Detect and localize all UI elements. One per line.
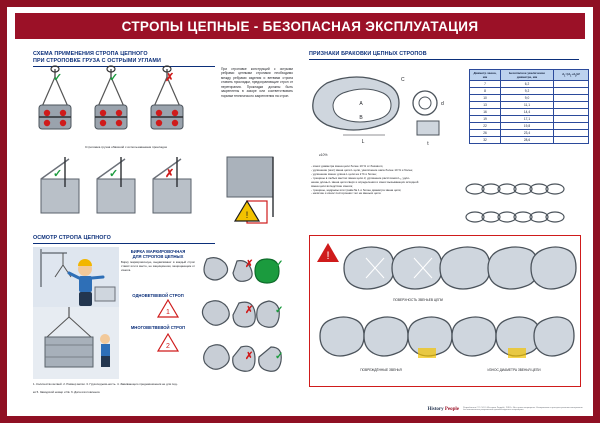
cell-dia: 13 (470, 102, 501, 109)
cell-val: 14,4 (501, 109, 554, 116)
cell-val: 11,1 (501, 102, 554, 109)
tag-1-svg (157, 299, 179, 319)
variant-1-mark-check: ✓ (53, 72, 63, 84)
rejection-figures-panel (309, 235, 581, 387)
criterion-1: - удлинение (шаг) звена цепи L цепи, увеличение шага более 10 % и более; (311, 167, 414, 172)
corner-mark-1-check: ✓ (53, 168, 63, 180)
table-row (470, 88, 589, 95)
criterion-4: нение длины L звена цепи сверх и определения и износ вызывающих исходной (311, 179, 419, 184)
link-geometry-figure (313, 65, 463, 155)
scheme-heading-line1: СХЕМА ПРИМЕНЕНИЯ СТРОПА ЦЕПНОГО (33, 51, 148, 57)
cell-dia: 10 (470, 95, 501, 102)
scheme-caption: Строповка грузов обвязкой с использованием прокладок (85, 145, 167, 149)
specs-header-1: Безопасное увеличение диаметра, мм (501, 70, 554, 81)
scheme-heading-line2: ПРИ СТРОПОВКЕ ГРУЗА С ОСТРЫМИ УГЛАМИ (33, 58, 161, 64)
criterion-5: звена цепи вследствие износа; (311, 183, 353, 188)
panel-top-links-svg (346, 242, 576, 296)
link-geometry-svg (313, 65, 463, 155)
label-single-sling: ОДНОВЕТВЕВОЙ СТРОП (132, 293, 184, 298)
svg-text:2: 2 (166, 343, 170, 350)
cell-blank (554, 137, 589, 144)
footer-note: Разработано ОТ. ООО «История Людей», 2018 г. Все права защищены. Копирование и распространение материалов без письменного разрешения правообладателя запрещено. (463, 406, 583, 412)
footer (427, 407, 583, 413)
marking-plate-info (121, 249, 195, 273)
cell-val: 9,2 (501, 88, 554, 95)
hook-mark-check-3: ✓ (275, 351, 284, 362)
cell-blank (554, 130, 589, 137)
table-row (470, 102, 589, 109)
svg-text:d: d (441, 101, 444, 107)
rejection-heading: ПРИЗНАКИ БРАКОВКИ ЦЕПНЫХ СТРОПОВ (309, 51, 427, 57)
table-row (470, 123, 589, 130)
cell-dia: 26 (470, 130, 501, 137)
svg-text:A: A (359, 101, 363, 107)
rejection-criteria-list (311, 165, 461, 196)
worker-illustration (33, 247, 119, 311)
section-inspection (33, 235, 293, 244)
table-row (470, 130, 589, 137)
tag-marker-1 (157, 299, 179, 319)
panel-top-links (346, 242, 576, 296)
cell-blank (554, 102, 589, 109)
inspection-divider (33, 243, 215, 244)
label-multi-sling: МНОГОВЕТВЕВОЙ СТРОП (130, 325, 186, 330)
svg-text:1: 1 (166, 309, 170, 316)
page-title: СТРОПЫ ЦЕПНЫЕ - БЕЗОПАСНАЯ ЭКСПЛУАТАЦИЯ (121, 18, 479, 34)
specs-header-2: $d_1=(d_1+d_2)/2$ (554, 70, 589, 81)
table-row (470, 81, 589, 88)
cell-val: 17,1 (501, 116, 554, 123)
variant-3-mark-cross: ✗ (165, 72, 175, 84)
criterion-7: - наличие и износ посторонних тел на звеньях цепи. (311, 191, 382, 196)
svg-text:L: L (361, 139, 365, 145)
warning-triangle-icon (316, 242, 340, 264)
svg-text:B: B (359, 115, 363, 121)
chain-strands-figure (465, 177, 577, 237)
cell-blank (554, 116, 589, 123)
cell-blank (554, 81, 589, 88)
hook-figures-svg (197, 255, 293, 383)
cell-blank (554, 109, 589, 116)
cell-blank (554, 95, 589, 102)
sharp-edge-svg (221, 155, 293, 233)
worker-svg (33, 247, 119, 311)
hook-mark-cross-2: ✗ (245, 305, 254, 316)
cell-val: 28,6 (501, 137, 554, 144)
brand-name-2: People (444, 406, 459, 412)
criterion-2: - удлинение звена: длина L цепи на 2 % и более; (311, 171, 377, 176)
specs-table-body (470, 81, 589, 144)
svg-text:t: t (427, 141, 429, 147)
load-svg (33, 307, 119, 379)
panel-caption-wear: ИЗНОС ДИАМЕТРА ЗВЕНЬЯ ЦЕПИ (487, 368, 541, 372)
poster-sheet (7, 7, 593, 416)
cell-val: 6,2 (501, 81, 554, 88)
poster-title-bar (15, 13, 585, 39)
inspection-footnote-1: 1. Количество ветвей. 2. Размер ветви. 3. Грузоподъём-ность. 4. Завивающего предназначения не для под- (33, 382, 178, 386)
scheme-variants-svg (35, 65, 217, 143)
hook-mark-cross-3: ✗ (245, 351, 254, 362)
load-illustration (33, 307, 119, 379)
table-row (470, 116, 589, 123)
cell-val: 23,4 (501, 130, 554, 137)
cell-dia: 16 (470, 109, 501, 116)
hook-mark-check-1: ✓ (275, 259, 284, 270)
cell-val: 9,0 (501, 95, 554, 102)
tag-2-svg (157, 333, 179, 353)
panel-caption-damaged: ПОВРЕЖДЁННЫЕ ЗВЕНЬЯ (360, 368, 402, 372)
chain-strands-svg (465, 177, 577, 237)
table-row (470, 137, 589, 144)
hook-mark-check-2: ✓ (275, 305, 284, 316)
cell-dia: 7 (470, 81, 501, 88)
scheme-variants (35, 65, 217, 143)
cell-dia: 19 (470, 116, 501, 123)
cell-blank (554, 123, 589, 130)
hook-inspection-figures (197, 255, 293, 383)
corner-mark-3-cross: ✗ (165, 168, 175, 180)
plate-text: Бирку маркировочную, выдавливают в каждый строп ставят или в месте, не защищённом, защищающем от износа. (121, 260, 195, 272)
specs-table-wrap (469, 69, 589, 144)
cell-val: 19,8 (501, 123, 554, 130)
svg-text:!: ! (245, 210, 249, 220)
wear-note: ≥10% (319, 153, 328, 157)
tag-marker-2 (157, 333, 179, 353)
criterion-6: - трещины, надрывы или травм № 1 и более диаметра звена цепи; (311, 187, 402, 192)
inspection-footnote-2: ки 5. Заводской номер и №. 6. Дата изготовления. (33, 390, 101, 394)
variant-2-mark-check: ✓ (109, 72, 119, 84)
criterion-0: - износ диаметра звена цепи более 10 % от базового; (311, 164, 384, 168)
specs-table (469, 69, 589, 144)
plate-title-line1: БИРКА МАРКИРОВОЧНАЯ (130, 249, 186, 254)
brand-name-1: History (427, 406, 444, 412)
rejection-divider (309, 59, 579, 60)
cell-dia: 8 (470, 88, 501, 95)
table-row (470, 95, 589, 102)
corner-mark-2-check: ✓ (109, 168, 119, 180)
panel-bottom-links-svg (322, 310, 572, 368)
brand-logo (427, 407, 459, 412)
inspection-heading: ОСМОТР СТРОПА ЦЕПНОГО (33, 235, 111, 241)
hook-mark-cross-1: ✗ (245, 259, 254, 270)
table-row (470, 109, 589, 116)
scheme-note: При строповке конструкций с острыми ребрами цепными стропами необходимо между ребрами изделия и ветвями стропа ставить прокладки, предохраняющие строп от перетирания. Прокладки должны быть закреплены в зазоре или соответствовать нормам технического закрепления на строп. (221, 67, 293, 98)
sharp-edge-warning-figure (221, 155, 293, 233)
criterion-3: - трещины в любых местах звена цепи d; удлинение расстояния L₁, удли- (311, 175, 410, 180)
specs-table-header-row (470, 70, 589, 81)
cell-dia: 22 (470, 123, 501, 130)
cell-blank (554, 88, 589, 95)
svg-text:C: C (401, 77, 405, 83)
specs-header-0: Диаметр звена, мм (470, 70, 501, 81)
panel-warning-icon (316, 242, 340, 264)
section-rejection (309, 51, 579, 60)
panel-bottom-links (322, 310, 572, 368)
panel-caption-surface: ПОВЕРХНОСТЬ ЗВЕНЬЕВ ЦЕПИ (393, 298, 443, 302)
plate-title-line2: ДЛЯ СТРОПОВ ЦЕПНЫХ (132, 254, 184, 259)
svg-text:!: ! (326, 250, 330, 262)
cell-dia: 32 (470, 137, 501, 144)
